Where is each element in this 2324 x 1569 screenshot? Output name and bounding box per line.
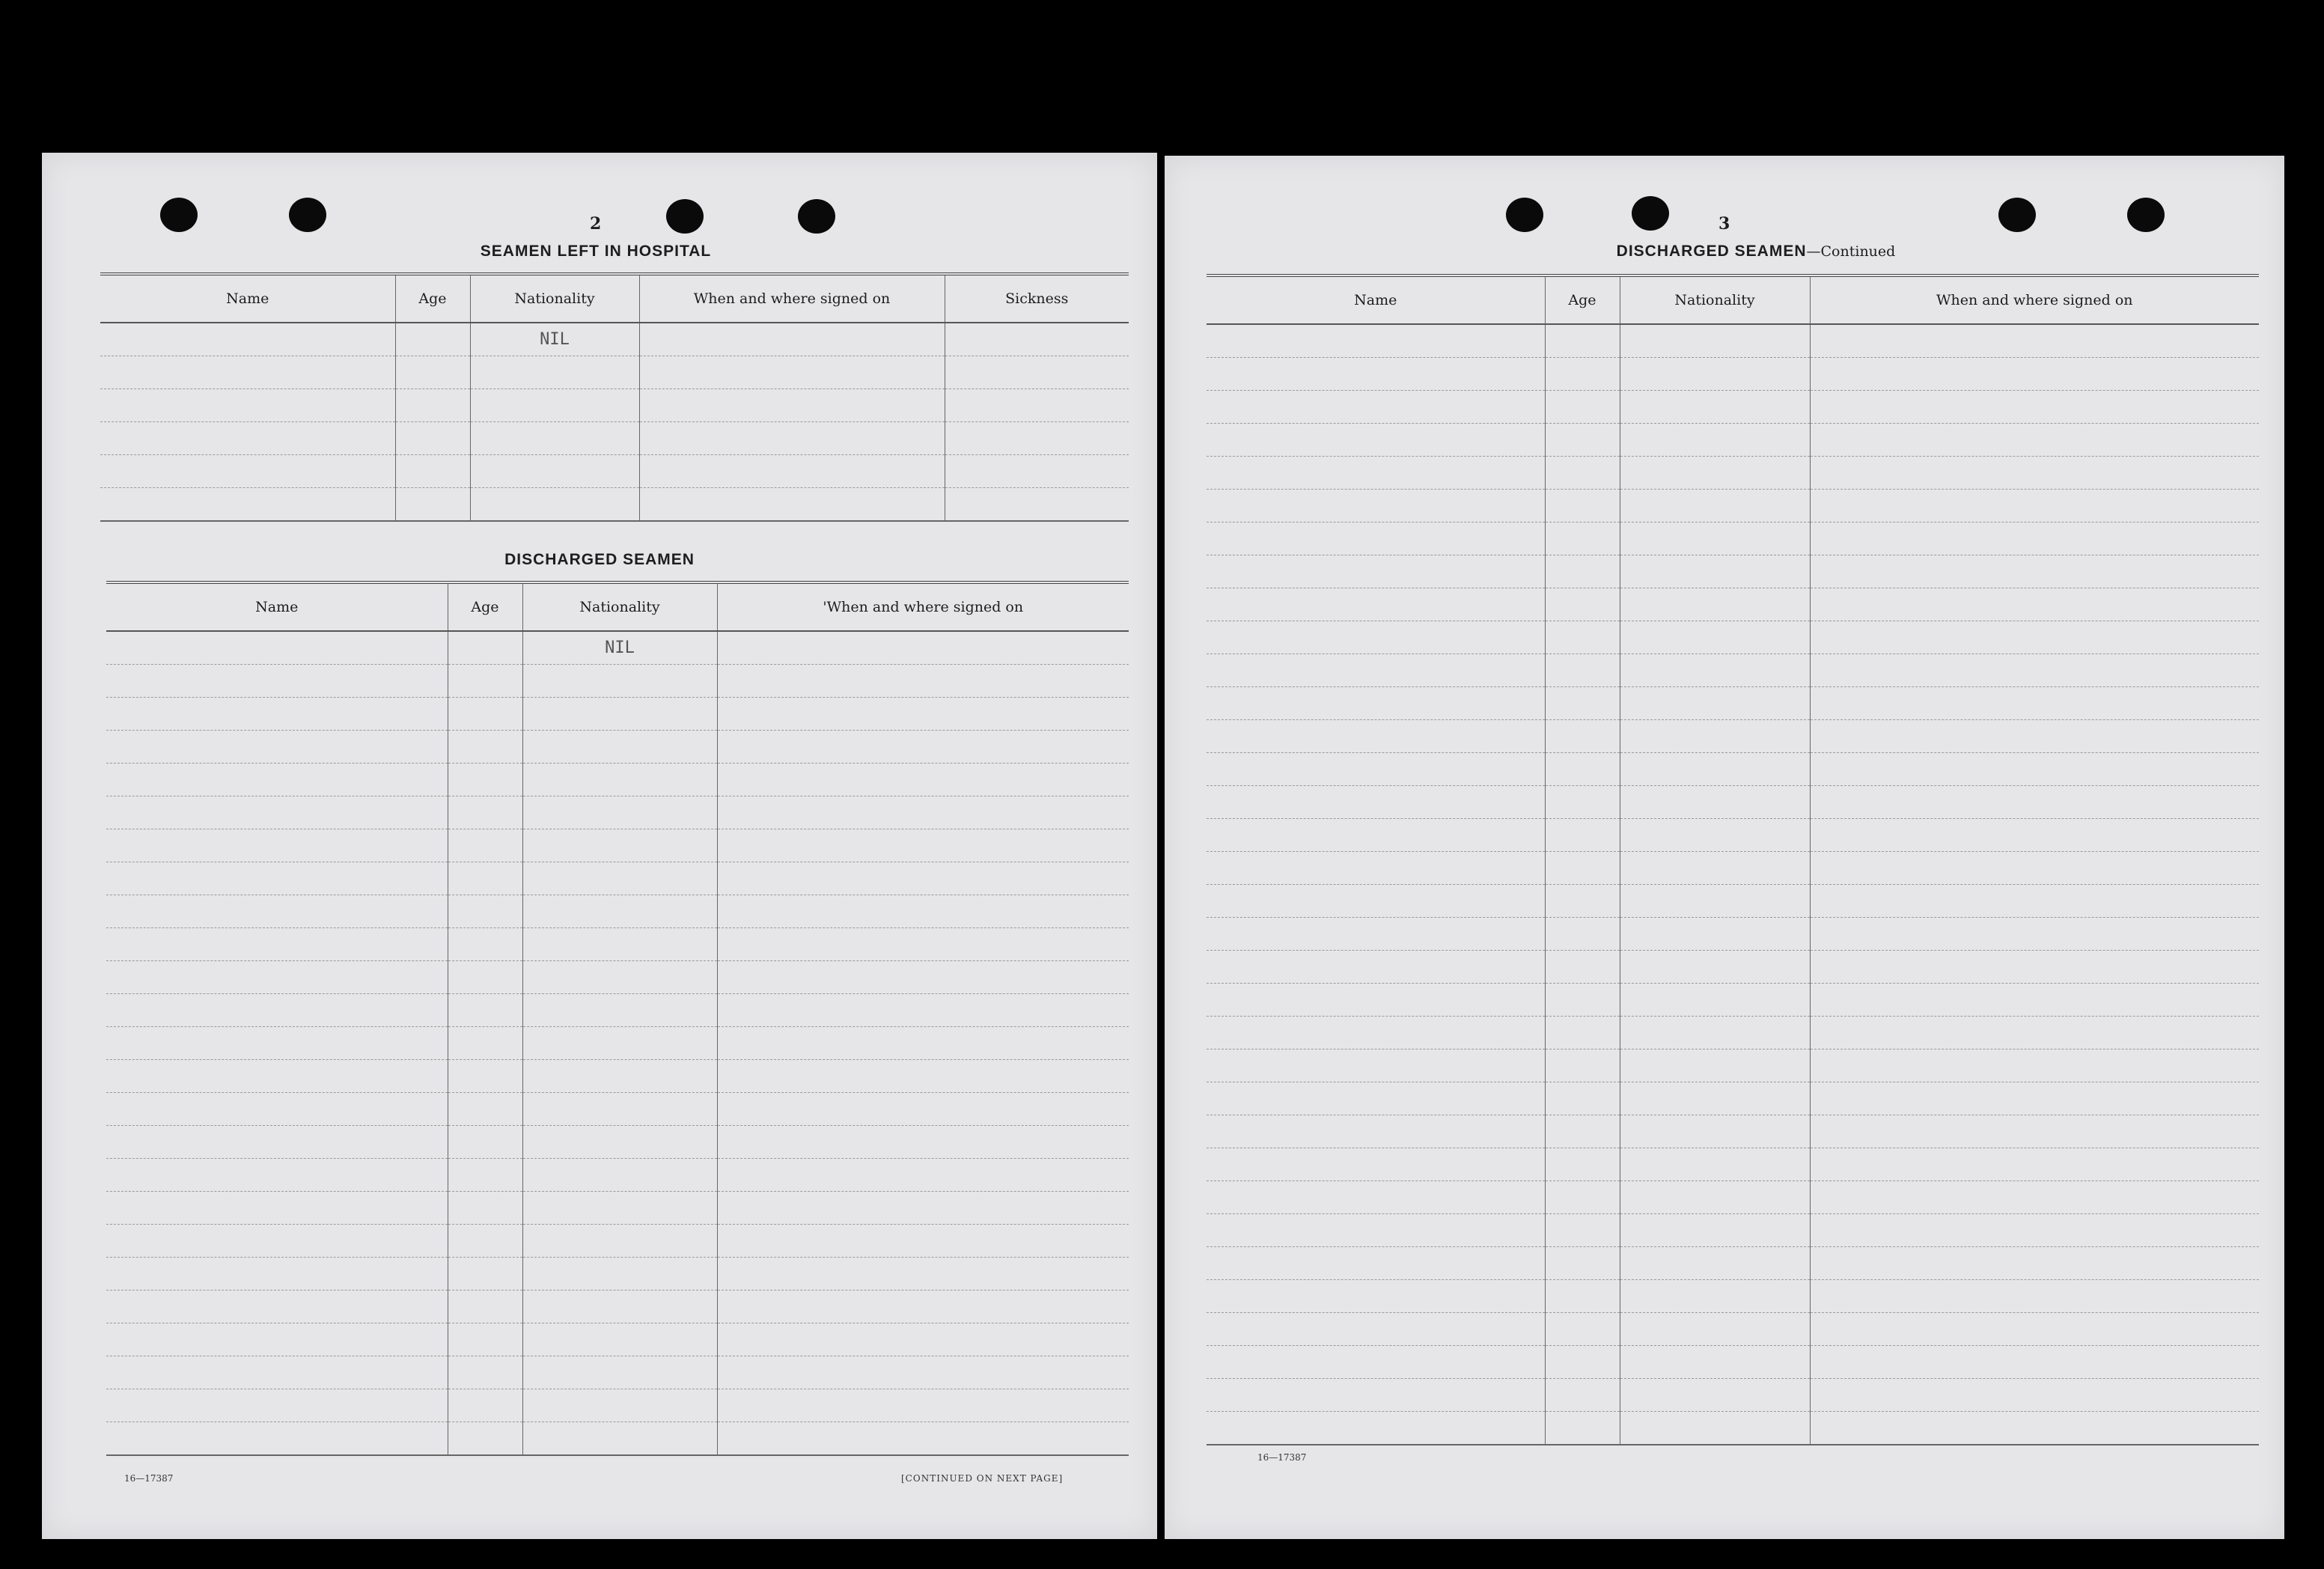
table-row bbox=[1207, 1148, 2259, 1181]
table-row bbox=[1207, 720, 2259, 753]
table-row bbox=[106, 764, 1129, 796]
column-header-name: Name bbox=[100, 274, 395, 323]
table-row bbox=[1207, 1049, 2259, 1082]
table-row bbox=[1207, 1082, 2259, 1115]
table-row bbox=[1207, 753, 2259, 786]
punch-hole bbox=[1632, 196, 1669, 231]
table-row bbox=[106, 1422, 1129, 1456]
nil-entry: NIL bbox=[522, 631, 717, 665]
page-number: 3 bbox=[1718, 214, 1730, 234]
table-row bbox=[106, 895, 1129, 928]
punch-hole bbox=[1998, 198, 2036, 232]
table-row bbox=[106, 862, 1129, 895]
column-header-signed-on: 'When and where signed on bbox=[717, 582, 1129, 631]
column-header-signed-on: When and where signed on bbox=[1810, 275, 2259, 324]
table-row bbox=[1207, 852, 2259, 885]
column-header-age: Age bbox=[448, 582, 522, 631]
table-row bbox=[1207, 621, 2259, 654]
table-row bbox=[106, 961, 1129, 994]
table-row bbox=[1207, 885, 2259, 918]
column-header-signed-on: When and where signed on bbox=[639, 274, 945, 323]
table-row bbox=[106, 1323, 1129, 1356]
table-row bbox=[100, 356, 1129, 389]
column-header-age: Age bbox=[1545, 275, 1620, 324]
table-row bbox=[106, 1192, 1129, 1225]
table-row bbox=[1207, 984, 2259, 1017]
discharged-continued-title bbox=[1494, 243, 2018, 261]
table-row bbox=[1207, 819, 2259, 852]
table-row bbox=[1207, 1115, 2259, 1148]
table-row bbox=[106, 1093, 1129, 1126]
table-row bbox=[106, 796, 1129, 829]
column-header-nationality: Nationality bbox=[522, 582, 717, 631]
table-row bbox=[1207, 555, 2259, 588]
table-row bbox=[106, 994, 1129, 1027]
punch-hole bbox=[289, 198, 326, 232]
column-header-nationality: Nationality bbox=[1620, 275, 1810, 324]
punch-hole bbox=[2127, 198, 2165, 232]
table-row bbox=[100, 455, 1129, 488]
table-row bbox=[106, 1027, 1129, 1060]
table-row bbox=[106, 1225, 1129, 1258]
table-row bbox=[1207, 951, 2259, 984]
table-row bbox=[1207, 424, 2259, 457]
table-row bbox=[106, 1291, 1129, 1323]
table-row bbox=[1207, 654, 2259, 687]
table-row bbox=[100, 488, 1129, 522]
continued-note: [CONTINUED ON NEXT PAGE] bbox=[901, 1473, 1064, 1484]
discharged-continued-table bbox=[1207, 274, 2259, 1445]
table-row bbox=[106, 665, 1129, 698]
punch-hole bbox=[798, 199, 835, 234]
section-title-text: DISCHARGED SEAMEN bbox=[1616, 243, 1807, 260]
table-row bbox=[106, 631, 1129, 665]
punch-hole bbox=[666, 199, 704, 234]
table-row bbox=[106, 698, 1129, 731]
table-row bbox=[1207, 918, 2259, 951]
punch-hole bbox=[160, 198, 198, 232]
table-row bbox=[1207, 1247, 2259, 1280]
table-row bbox=[100, 323, 1129, 356]
table-row bbox=[100, 389, 1129, 422]
table-row bbox=[1207, 588, 2259, 621]
table-row bbox=[106, 1356, 1129, 1389]
table-row bbox=[1207, 1313, 2259, 1346]
hospital-section-title: SEAMEN LEFT IN HOSPITAL bbox=[480, 243, 712, 260]
table-row bbox=[106, 1258, 1129, 1291]
discharged-section-title: DISCHARGED SEAMEN bbox=[504, 551, 695, 568]
column-header-name: Name bbox=[106, 582, 448, 631]
right-page bbox=[1165, 156, 2284, 1539]
column-header-age: Age bbox=[395, 274, 470, 323]
table-row bbox=[1207, 457, 2259, 490]
table-row bbox=[1207, 1412, 2259, 1445]
table-row bbox=[106, 829, 1129, 862]
table-row bbox=[1207, 391, 2259, 424]
table-row bbox=[106, 1126, 1129, 1159]
form-code: 16—17387 bbox=[124, 1473, 174, 1484]
table-row bbox=[1207, 1346, 2259, 1379]
section-title-suffix: —Continued bbox=[1806, 243, 1896, 260]
form-code: 16—17387 bbox=[1257, 1452, 1307, 1463]
column-header-name: Name bbox=[1207, 275, 1545, 324]
table-row bbox=[1207, 1214, 2259, 1247]
table-row bbox=[1207, 490, 2259, 523]
table-row bbox=[1207, 1181, 2259, 1214]
hospital-table bbox=[100, 272, 1129, 522]
page-number: 2 bbox=[590, 214, 602, 234]
table-row bbox=[106, 1060, 1129, 1093]
column-header-sickness: Sickness bbox=[945, 274, 1129, 323]
table-row bbox=[1207, 324, 2259, 358]
table-row bbox=[106, 1389, 1129, 1422]
table-row bbox=[1207, 1280, 2259, 1313]
table-row bbox=[1207, 1017, 2259, 1049]
table-row bbox=[1207, 786, 2259, 819]
table-row bbox=[1207, 687, 2259, 720]
discharged-table bbox=[106, 581, 1129, 1456]
left-page bbox=[42, 153, 1157, 1539]
nil-entry: NIL bbox=[470, 323, 639, 356]
table-row bbox=[1207, 523, 2259, 555]
table-row bbox=[106, 928, 1129, 961]
table-row bbox=[106, 1159, 1129, 1192]
column-header-nationality: Nationality bbox=[470, 274, 639, 323]
table-row bbox=[100, 422, 1129, 455]
punch-hole bbox=[1506, 198, 1543, 232]
table-row bbox=[1207, 358, 2259, 391]
table-row bbox=[1207, 1379, 2259, 1412]
table-row bbox=[106, 731, 1129, 764]
